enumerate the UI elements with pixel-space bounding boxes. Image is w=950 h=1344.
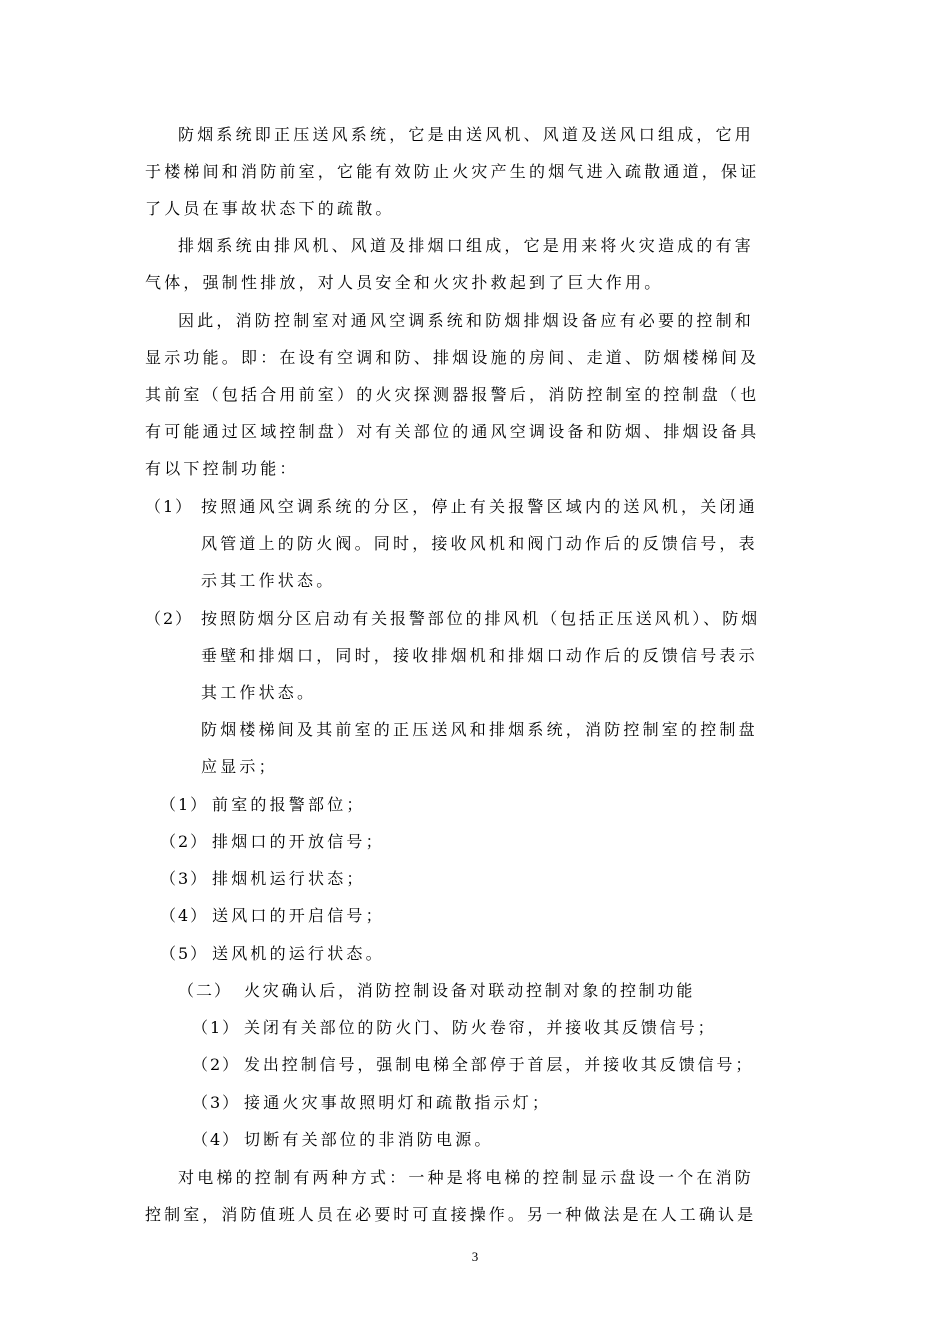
- list-b-item-4-text: 送风口的开启信号；: [212, 906, 385, 925]
- stair-note-line-2: 应显示；: [201, 757, 278, 776]
- list-c-item-3-text: 接通火灾事故照明灯和疏散指示灯；: [244, 1093, 552, 1112]
- paragraph-3-line-2: 显示功能。即：在设有空调和防、排烟设施的房间、走道、防烟楼梯间及: [145, 348, 760, 367]
- list-c-item-4-text: 切断有关部位的非消防电源。: [244, 1130, 494, 1149]
- paragraph-3-line-4: 有可能通过区域控制盘）对有关部位的通风空调设备和防烟、排烟设备具: [145, 422, 760, 441]
- page-number: 3: [471, 1249, 479, 1264]
- list-a-item-1-marker: （1）: [145, 497, 194, 516]
- paragraph-2-line-2: 气体，强制性排放，对人员安全和火灾扑救起到了巨大作用。: [145, 273, 664, 292]
- paragraph-3-line-5: 有以下控制功能：: [145, 459, 299, 478]
- list-b-item-2-text: 排烟口的开放信号；: [212, 832, 385, 851]
- list-b-item-1-marker: （1）: [160, 795, 209, 814]
- paragraph-1-line-1: 防烟系统即正压送风系统，它是由送风机、风道及送风口组成，它用: [178, 125, 755, 144]
- list-a-item-2-line-2: 垂壁和排烟口，同时，接收排烟机和排烟口动作后的反馈信号表示: [201, 646, 758, 665]
- list-a-item-2-line-3: 其工作状态。: [201, 683, 317, 702]
- paragraph-3-line-1: 因此，消防控制室对通风空调系统和防烟排烟设备应有必要的控制和: [178, 311, 755, 330]
- list-b-item-5-marker: （5）: [160, 944, 209, 963]
- list-c-item-1-text: 关闭有关部位的防火门、防火卷帘，并接收其反馈信号；: [244, 1018, 717, 1037]
- last-paragraph-line-1: 对电梯的控制有两种方式：一种是将电梯的控制显示盘设一个在消防: [178, 1168, 755, 1187]
- section-two-title: 火灾确认后，消防控制设备对联动控制对象的控制功能: [244, 981, 696, 1000]
- list-a-item-2-line-1: 按照防烟分区启动有关报警部位的排风机（包括正压送风机）、防烟: [201, 609, 761, 628]
- list-a-item-2-marker: （2）: [145, 609, 194, 628]
- paragraph-1-line-2: 于楼梯间和消防前室，它能有效防止火灾产生的烟气进入疏散通道，保证: [145, 162, 760, 181]
- list-c-item-4-marker: （4）: [192, 1130, 241, 1149]
- list-b-item-1-text: 前室的报警部位；: [212, 795, 366, 814]
- list-b-item-3-text: 排烟机运行状态；: [212, 869, 366, 888]
- last-paragraph-line-2: 控制室，消防值班人员在必要时可直接操作。另一种做法是在人工确认是: [145, 1205, 757, 1224]
- stair-note-line-1: 防烟楼梯间及其前室的正压送风和排烟系统，消防控制室的控制盘: [201, 720, 758, 739]
- list-a-item-1-line-2: 风管道上的防火阀。同时，接收风机和阀门动作后的反馈信号，表: [201, 534, 758, 553]
- list-a-item-1-line-3: 示其工作状态。: [201, 571, 336, 590]
- list-c-item-2-text: 发出控制信号，强制电梯全部停于首层，并接收其反馈信号；: [244, 1055, 755, 1074]
- list-c-item-3-marker: （3）: [192, 1093, 241, 1112]
- list-c-item-2-marker: （2）: [192, 1055, 241, 1074]
- section-two-marker: （二）: [178, 981, 233, 1000]
- list-c-item-1-marker: （1）: [192, 1018, 241, 1037]
- list-a-item-1-line-1: 按照通风空调系统的分区，停止有关报警区域内的送风机，关闭通: [201, 497, 758, 516]
- list-b-item-5-text: 送风机的运行状态。: [212, 944, 385, 963]
- paragraph-1-line-3: 了人员在事故状态下的疏散。: [145, 199, 395, 218]
- list-b-item-4-marker: （4）: [160, 906, 209, 925]
- paragraph-2-line-1: 排烟系统由排风机、风道及排烟口组成，它是用来将火灾造成的有害: [178, 236, 755, 255]
- list-b-item-2-marker: （2）: [160, 832, 209, 851]
- list-b-item-3-marker: （3）: [160, 869, 209, 888]
- paragraph-3-line-3: 其前室（包括合用前室）的火灾探测器报警后，消防控制室的控制盘（也: [145, 385, 760, 404]
